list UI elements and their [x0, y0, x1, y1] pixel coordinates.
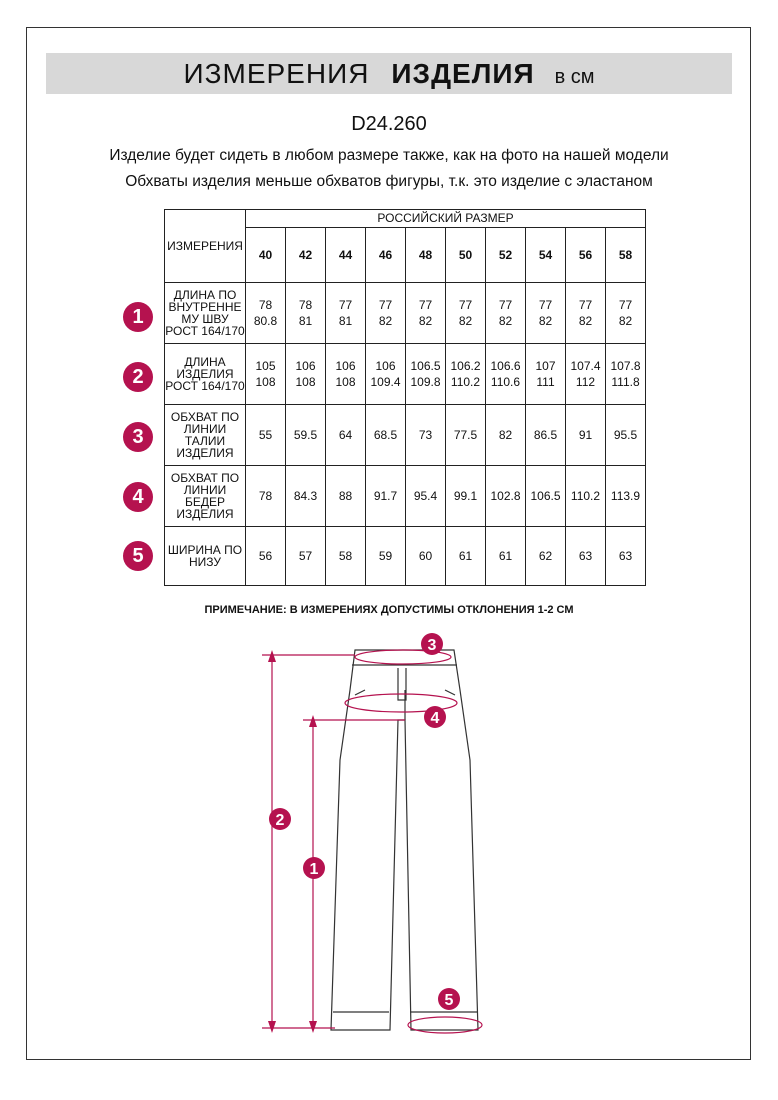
diagram-badge-label: 5 [444, 992, 454, 1009]
size-header-58: 58 [606, 227, 646, 282]
cell-value: 82 [578, 314, 593, 328]
cell-value: 77.5 [453, 428, 478, 442]
cell-value: 60 [418, 549, 433, 563]
row-label-line: НИЗУ [188, 555, 222, 569]
cell-value: 78 [258, 489, 273, 503]
size-header-44: 44 [326, 227, 366, 282]
cell-value: 73 [418, 428, 433, 442]
cell-value: 105 [255, 359, 276, 373]
cell-value: 106.6 [490, 359, 521, 373]
cell-value: 77 [578, 298, 593, 312]
cell-value: 61 [498, 549, 513, 563]
row-label-line: РОСТ 164/170 [165, 324, 245, 338]
row-label-line: ЛИНИИ [183, 422, 227, 436]
cell-value: 59.5 [293, 428, 318, 442]
title-part1: ИЗМЕРЕНИЯ [183, 58, 370, 89]
cell-value: 63 [578, 549, 593, 563]
cell-value: 82 [418, 314, 433, 328]
cell-value: 106 [295, 359, 316, 373]
cell-value: 106.2 [450, 359, 481, 373]
cell-value: 86.5 [533, 428, 558, 442]
cell-value: 108 [255, 375, 276, 389]
diagram-badge-label: 3 [427, 637, 437, 654]
row-label-line: БЕДЕР [184, 495, 225, 509]
row-label-line: ИЗДЕЛИЯ [176, 507, 234, 521]
cell-value: 95.4 [413, 489, 438, 503]
cell-value: 82 [538, 314, 553, 328]
cell-value: 77 [418, 298, 433, 312]
size-header-52: 52 [486, 227, 526, 282]
cell-value: 108 [335, 375, 356, 389]
cell-value: 109.8 [410, 375, 441, 389]
size-header-40: 40 [246, 227, 286, 282]
cell-value: 78 [298, 298, 313, 312]
cell-value: 80.8 [253, 314, 278, 328]
product-code: D24.260 [351, 113, 427, 135]
cell-value: 113.9 [610, 489, 641, 503]
cell-value: 107.8 [610, 359, 641, 373]
elastane-note: Обхваты изделия меньше обхватов фигуры, т.к. это изделие с эластаном [125, 173, 653, 190]
cell-value: 111 [536, 375, 555, 389]
cell-value: 106.5 [410, 359, 441, 373]
cell-value: 81 [338, 314, 353, 328]
cell-value: 68.5 [373, 428, 398, 442]
size-group-header: РОССИЙСКИЙ РАЗМЕР [246, 210, 646, 228]
size-header-56: 56 [566, 227, 606, 282]
cell-value: 106.5 [530, 489, 561, 503]
cell-value: 107.4 [570, 359, 601, 373]
cell-value: 106 [375, 359, 396, 373]
row-label-line: ТАЛИИ [184, 434, 226, 448]
cell-value: 112 [575, 375, 596, 389]
row-label-line: РОСТ 164/170 [165, 379, 245, 393]
row-label-line: ВНУТРЕННЕ [168, 300, 242, 314]
cell-value: 77 [538, 298, 553, 312]
diagram-badge-label: 4 [430, 710, 440, 727]
cell-value: 59 [378, 549, 393, 563]
cell-value: 110.6 [490, 375, 521, 389]
row-label-line: ШИРИНА ПО [167, 543, 243, 557]
row-label-line: ДЛИНА ПО [173, 288, 237, 302]
cell-value: 91.7 [373, 489, 398, 503]
header-label: ИЗМЕРЕНИЯ [165, 210, 246, 283]
cell-value: 77 [338, 298, 353, 312]
cell-value: 77 [498, 298, 513, 312]
cell-value: 82 [378, 314, 393, 328]
remark: ПРИМЕЧАНИЕ: В ИЗМЕРЕНИЯХ ДОПУСТИМЫ ОТКЛОНЕНИЯ 1-2 СМ [204, 604, 574, 616]
cell-value: 81 [298, 314, 313, 328]
cell-value: 108 [295, 375, 316, 389]
cell-value: 77 [618, 298, 633, 312]
cell-value: 64 [338, 428, 353, 442]
cell-value: 77 [378, 298, 393, 312]
diagram-badge-label: 1 [309, 861, 319, 878]
size-header-50: 50 [446, 227, 486, 282]
row-label-line: ИЗДЕЛИЯ [176, 367, 234, 381]
cell-value: 84.3 [293, 489, 318, 503]
fit-note: Изделие будет сидеть в любом размере также, как на фото на нашей модели [109, 147, 669, 164]
cell-value: 106 [335, 359, 356, 373]
cell-value: 111.8 [611, 375, 640, 389]
row-label-line: ОБХВАТ ПО [170, 410, 240, 424]
row-label-line: ОБХВАТ ПО [170, 471, 240, 485]
size-header-46: 46 [366, 227, 406, 282]
cell-value: 56 [258, 549, 273, 563]
cell-value: 99.1 [453, 489, 478, 503]
cell-value: 82 [458, 314, 473, 328]
cell-value: 55 [258, 428, 273, 442]
cell-value: 109.4 [370, 375, 401, 389]
row-number-badge: 4 [123, 482, 153, 512]
cell-value: 91 [578, 428, 593, 442]
cell-value: 63 [618, 549, 633, 563]
title-part2: ИЗДЕЛИЯ [391, 58, 535, 89]
cell-value: 57 [298, 549, 313, 563]
cell-value: 82 [498, 314, 513, 328]
cell-value: 88 [338, 489, 353, 503]
cell-value: 82 [498, 428, 513, 442]
cell-value: 102.8 [490, 489, 521, 503]
cell-value: 77 [458, 298, 473, 312]
row-label-line: ЛИНИИ [183, 483, 227, 497]
cell-value: 110.2 [570, 489, 601, 503]
cell-value: 95.5 [613, 428, 638, 442]
title-unit: в см [554, 66, 595, 88]
row-number-badge: 5 [123, 541, 153, 571]
row-number-badge: 1 [123, 302, 153, 332]
row-label-line: МУ ШВУ [181, 312, 229, 326]
cell-value: 110.2 [450, 375, 481, 389]
row-label-line: ИЗДЕЛИЯ [176, 446, 234, 460]
cell-value: 61 [458, 549, 473, 563]
diagram-badge-label: 2 [275, 812, 285, 829]
row-number-badge: 2 [123, 362, 153, 392]
cell-value: 82 [618, 314, 633, 328]
size-header-42: 42 [286, 227, 326, 282]
size-header-54: 54 [526, 227, 566, 282]
cell-value: 107 [535, 359, 556, 373]
cell-value: 58 [338, 549, 353, 563]
cell-value: 62 [538, 549, 553, 563]
row-label-line: ДЛИНА [184, 355, 226, 369]
row-number-badge: 3 [123, 422, 153, 452]
cell-value: 78 [258, 298, 273, 312]
size-header-48: 48 [406, 227, 446, 282]
